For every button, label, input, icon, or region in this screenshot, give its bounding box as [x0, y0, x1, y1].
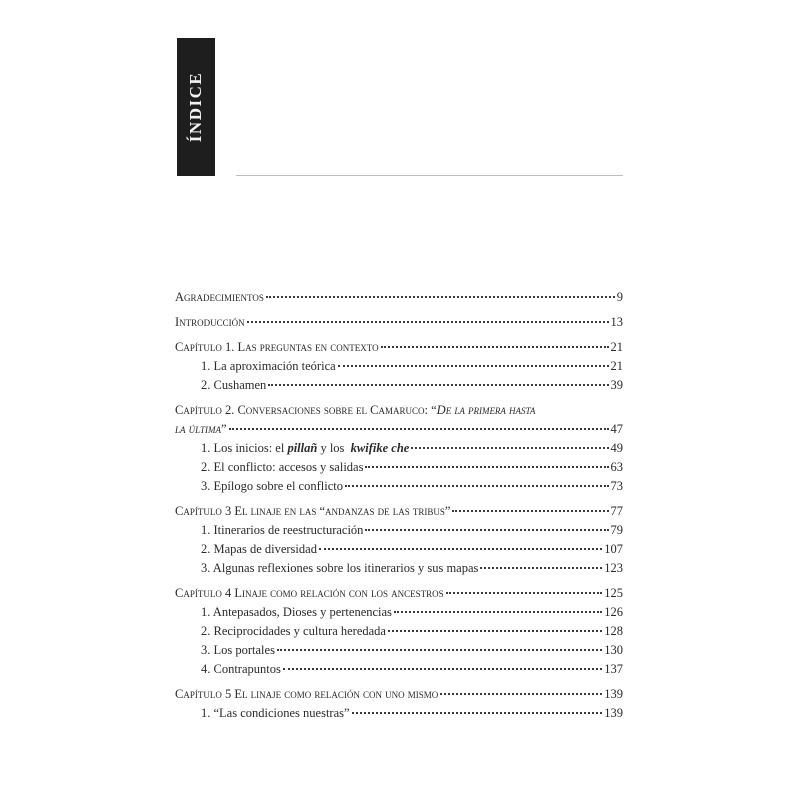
toc-chapter-2	[175, 401, 623, 496]
toc-entry-title: 1. “Las condiciones nuestras”	[201, 706, 350, 720]
toc-subentry[interactable]	[175, 439, 623, 458]
toc-entry-page: 79	[610, 523, 623, 537]
toc-entry-page: 126	[604, 605, 623, 619]
toc-chapter-4	[175, 584, 623, 679]
toc-chapter-5	[175, 685, 623, 723]
toc-chapter-1	[175, 338, 623, 395]
table-of-contents	[175, 288, 623, 729]
toc-entry-title: 1. Antepasados, Dioses y pertenencias	[201, 605, 392, 619]
toc-entry-title: Capítulo 3 El linaje en las “andanzas de las tribus”	[175, 504, 451, 518]
toc-entry[interactable]	[175, 338, 623, 357]
toc-entry-title: Capítulo 1. Las preguntas en contexto	[175, 340, 379, 354]
toc-entry-page: 47	[610, 422, 623, 436]
index-tab	[177, 38, 215, 176]
toc-entry-page: 137	[604, 662, 623, 676]
dot-leader	[365, 465, 608, 468]
dot-leader	[352, 711, 603, 714]
toc-entry-page: 21	[610, 340, 623, 354]
dot-leader	[283, 667, 602, 670]
toc-entry-page: 39	[610, 378, 623, 392]
dot-leader	[277, 648, 602, 651]
toc-section-introduccion	[175, 313, 623, 332]
toc-entry-page: 77	[610, 504, 623, 518]
toc-entry-page: 107	[604, 542, 623, 556]
toc-entry-title: 3. Los portales	[201, 643, 275, 657]
toc-entry-title: 3. Algunas reflexiones sobre los itinerarios y sus mapas	[201, 561, 479, 575]
toc-subentry[interactable]	[175, 376, 623, 395]
toc-entry-title: Introducción	[175, 315, 245, 329]
toc-entry[interactable]	[175, 502, 623, 521]
toc-entry[interactable]	[175, 685, 623, 704]
toc-subentry[interactable]	[175, 660, 623, 679]
dot-leader	[388, 629, 602, 632]
dot-leader	[319, 547, 602, 550]
toc-entry-title: 2. El conflicto: accesos y salidas	[201, 460, 364, 474]
index-tab-label: ÍNDICE	[186, 71, 205, 143]
toc-entry-page: 21	[610, 359, 623, 373]
toc-entry-title: 2. Mapas de diversidad	[201, 542, 317, 556]
toc-entry-page: 125	[604, 586, 623, 600]
toc-entry-page: 63	[610, 460, 623, 474]
dot-leader	[338, 364, 609, 367]
header-rule	[236, 175, 623, 176]
toc-entry-title: 1. Los inicios: el pillañ y los kwifike che	[201, 441, 410, 455]
toc-subentry[interactable]	[175, 641, 623, 660]
dot-leader	[411, 446, 608, 449]
toc-entry-page: 128	[604, 624, 623, 638]
dot-leader	[446, 591, 603, 594]
toc-subentry[interactable]	[175, 704, 623, 723]
dot-leader	[480, 566, 602, 569]
toc-subentry[interactable]	[175, 458, 623, 477]
dot-leader	[394, 610, 602, 613]
toc-entry-title: Capítulo 4 Linaje como relación con los ancestros	[175, 586, 444, 600]
toc-subentry[interactable]	[175, 357, 623, 376]
toc-entry-title: Agradecimientos	[175, 290, 264, 304]
toc-subentry[interactable]	[175, 540, 623, 559]
toc-entry-title-line2: la última”	[175, 422, 227, 436]
dot-leader	[229, 427, 609, 430]
toc-entry-page: 139	[604, 687, 623, 701]
toc-entry[interactable]	[175, 420, 623, 439]
dot-leader	[440, 692, 602, 695]
dot-leader	[266, 295, 615, 298]
toc-subentry[interactable]	[175, 622, 623, 641]
toc-entry-title-line1[interactable]: Capítulo 2. Conversaciones sobre el Camaruco: “De la primera hasta	[175, 403, 536, 417]
toc-entry-page: 9	[616, 290, 623, 304]
toc-entry[interactable]	[175, 288, 623, 307]
toc-entry-title: 1. La aproximación teórica	[201, 359, 336, 373]
toc-subentry[interactable]	[175, 559, 623, 578]
toc-entry-page: 139	[604, 706, 623, 720]
dot-leader	[247, 320, 609, 323]
dot-leader	[268, 383, 608, 386]
toc-entry[interactable]	[175, 313, 623, 332]
toc-entry-title: Capítulo 5 El linaje como relación con uno mismo	[175, 687, 439, 701]
toc-entry-page: 13	[610, 315, 623, 329]
toc-entry-page: 130	[604, 643, 623, 657]
toc-subentry[interactable]	[175, 603, 623, 622]
toc-subentry[interactable]	[175, 477, 623, 496]
toc-entry-page: 49	[610, 441, 623, 455]
toc-subentry[interactable]	[175, 521, 623, 540]
toc-section-agradecimientos	[175, 288, 623, 307]
dot-leader	[381, 345, 609, 348]
dot-leader	[452, 509, 608, 512]
toc-chapter-3	[175, 502, 623, 578]
dot-leader	[365, 528, 608, 531]
toc-entry-title: 4. Contrapuntos	[201, 662, 281, 676]
toc-entry-title: 3. Epílogo sobre el conflicto	[201, 479, 343, 493]
dot-leader	[345, 484, 609, 487]
toc-entry-title: 2. Cushamen	[201, 378, 267, 392]
toc-entry-title: 2. Reciprocidades y cultura heredada	[201, 624, 386, 638]
toc-entry-page: 73	[610, 479, 623, 493]
toc-entry[interactable]	[175, 584, 623, 603]
toc-entry-page: 123	[604, 561, 623, 575]
toc-entry-title: 1. Itinerarios de reestructuración	[201, 523, 364, 537]
